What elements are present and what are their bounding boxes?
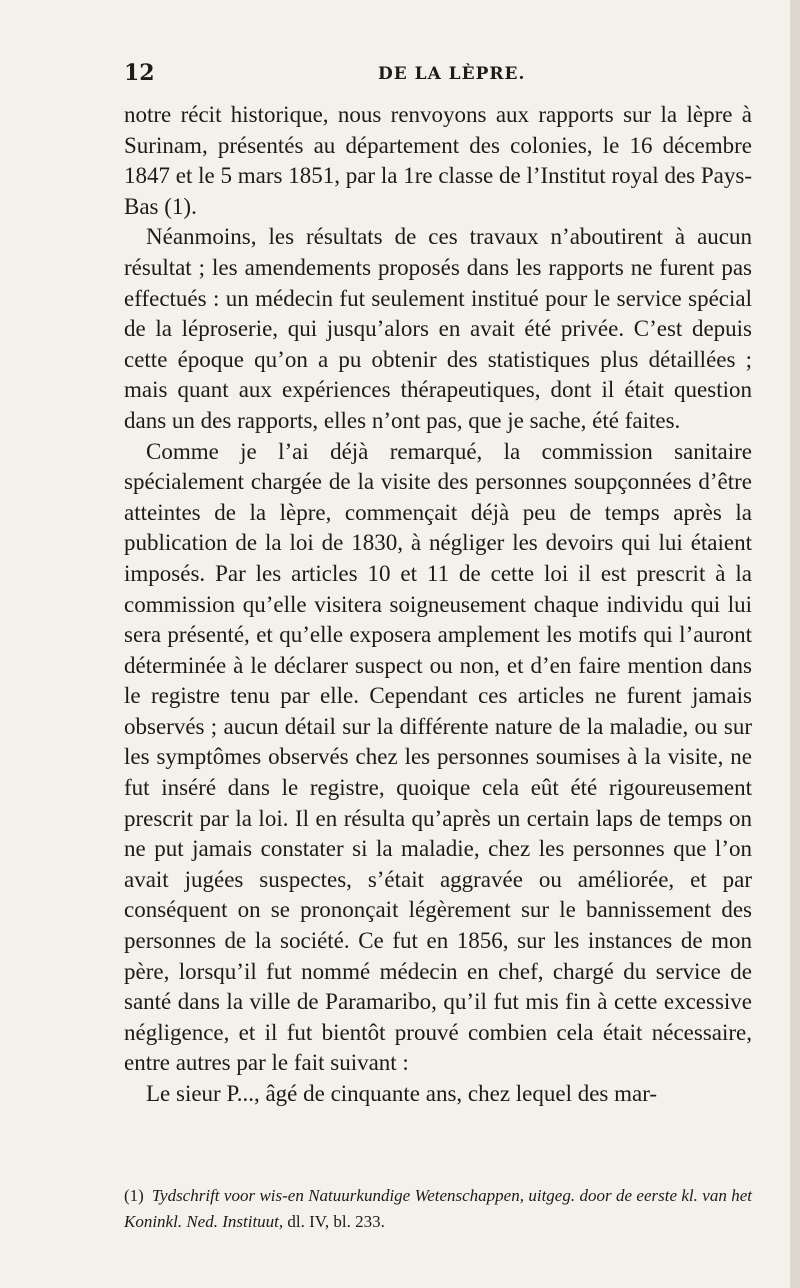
paragraph-commission: Comme je l’ai déjà remarqué, la commission sanitaire spécialement chargée de la visite des personnes soupçonnées d’être atteintes de la lèpre, commençait déjà peu de temps après la publication de la loi de 1830, à négliger les devoirs qui lui étaient imposés. Par les articles 10 et 11 de cette loi il est prescrit à la commission qu’elle visitera soigneusement chaque individu qui lui sera présenté, et qu’elle exposera amplement les motifs qui l’auront déterminée à le déclarer suspect ou non, et d’en faire mention dans le registre tenu par elle. Cependant ces articles ne furent jamais observés ; aucun détail sur la différente nature de la maladie, ou sur les symptômes observés chez les personnes soumises à la visite, ne fut inséré dans le registre, quoique cela eût été rigoureusement prescrit par la loi. Il en résulta qu’après un certain laps de temps on ne put jamais constater si la maladie, chez les personnes que l’on avait jugées suspectes, s’était aggravée ou améliorée, et par conséquent on se prononçait légèrement sur le bannissement des personnes de la société. Ce fut en 1856, sur les instances de mon père, lorsqu’il fut nommé médecin en chef, chargé du service de santé dans la ville de Paramaribo, qu’il fut mis fin à cette excessive négligence, et il fut bientôt prouvé combien cela était nécessaire, entre autres par le fait suivant : [124,438,752,1076]
paragraph-results: Néanmoins, les résultats de ces travaux n’aboutirent à aucun résultat ; les amendements proposés dans les rapports ne furent pas effectués : un médecin fut seulement institué pour le service spécial de la léproserie, qui jusqu’alors en avait été privée. C’est depuis cette époque qu’on a pu obtenir des statistiques plus détaillées ; mais quant aux expériences thérapeutiques, dont il était question dans un des rapports, elles n’ont pas, que je sache, été faites. [124,224,752,433]
paragraph-continued: notre récit historique, nous renvoyons aux rapports sur la lèpre à Surinam, présentés au département des colonies, le 16 décembre 1847 et le 5 mars 1851, par la 1re classe de l’Institut royal des Pays-Bas (1). [124,102,752,219]
page-header [124,60,752,94]
footnote-marker: (1) [124,1186,144,1205]
paragraph-case-start: Le sieur P..., âgé de cinquante ans, chez lequel des mar- [146,1081,658,1106]
footnote [124,1183,752,1235]
page-edge-shadow [790,0,800,1288]
running-title: DE LA LÈPRE. [378,64,526,84]
main-text [124,100,752,1110]
page-number: 12 [124,60,155,86]
footnote-journal-title: Tydschrift voor wis-en Natuurkundige Wetenschappen, uitgeg. door de eerste kl. van het Koninkl. Ned. Instituut, [124,1186,752,1231]
footnote-reference: dl. IV, bl. 233. [287,1212,385,1231]
